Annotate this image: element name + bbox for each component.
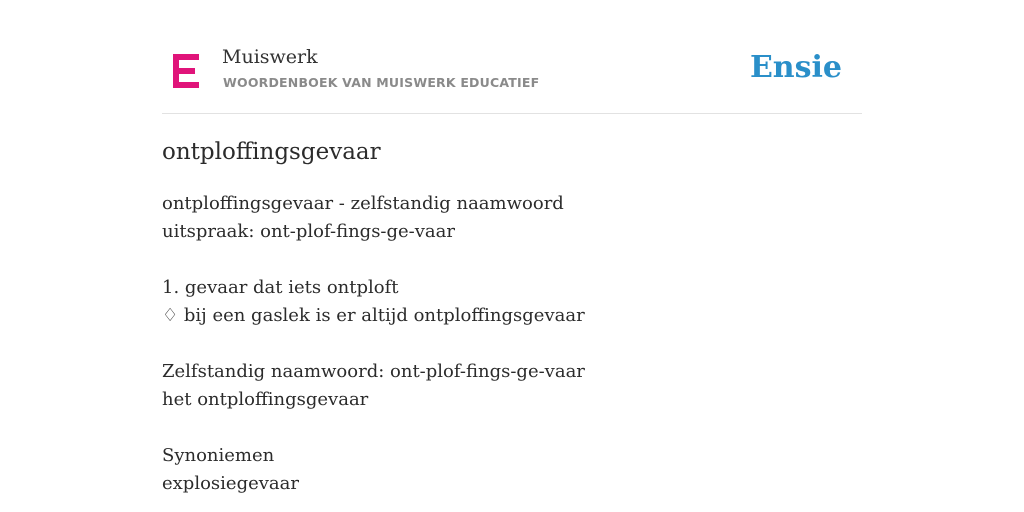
synonym-item[interactable]: explosiegevaar [162, 473, 299, 494]
entry-line-headword: ontploffingsgevaar - zelfstandig naamwoord [162, 193, 564, 214]
entry-line-noun-info: Zelfstandig naamwoord: ont-plof-fings-ge-vaar [162, 361, 585, 382]
brand-subtitle: WOORDENBOEK VAN MUISWERK EDUCATIEF [223, 75, 540, 90]
brand-name[interactable]: Muiswerk [222, 46, 318, 68]
page-title: ontploffingsgevaar [162, 139, 381, 165]
entry-line-blank [162, 330, 862, 358]
entry-line-blank [162, 414, 862, 442]
entry-line-example: ♢ bij een gaslek is er altijd ontploffingsgevaar [162, 305, 585, 326]
site-header [162, 40, 862, 114]
entry-line-article: het ontploffingsgevaar [162, 389, 369, 410]
entry-content [162, 136, 862, 498]
entry-line-definition: 1. gevaar dat iets ontploft [162, 277, 399, 298]
entry-line-pronunciation: uitspraak: ont-plof-fings-ge-vaar [162, 221, 456, 242]
entry-body [162, 190, 862, 498]
muiswerk-logo-icon[interactable] [173, 54, 199, 88]
synonyms-heading: Synoniemen [162, 445, 275, 466]
ensie-logo-link[interactable]: Ensie [749, 50, 842, 85]
entry-line-blank [162, 246, 862, 274]
